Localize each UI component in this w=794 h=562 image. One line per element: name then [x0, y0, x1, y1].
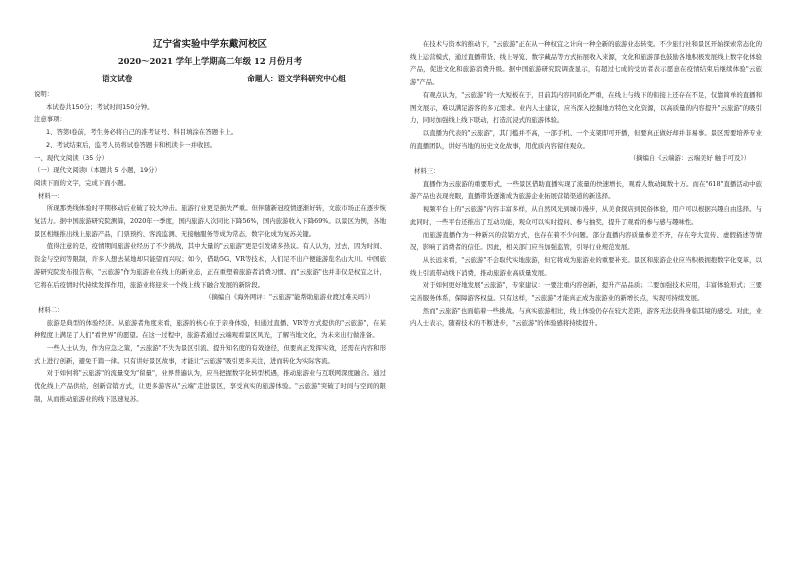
subject-label: 语文试卷 — [102, 74, 133, 83]
right-paragraph-2: 有观点认为，"云旅游"的一大短板在于，目前其内容同质化严重，在线上与线下的衔接上还存在不足，仅靠简单的直播和图文展示，难以满足游客的多元需求。业内人士建议，应当深入挖掘地方特色文化资源，以高质量的内容提升"云旅游"的吸引力，同时加强线上线下联动，打造沉浸式的旅游体验。 — [410, 90, 762, 125]
material-3-paragraph-2: 视频平台上的"云旅游"内容丰富多样，从自然风光到城市漫步，从美食探店到民俗体验，用户可以根据兴趣自由选择。与此同时，一些平台还推出了互动功能，观众可以实时提问、参与抽奖，提升了观看的参与感与趣味性。 — [410, 205, 762, 226]
right-source: （摘编自《云端游：云端美好 触手可及》） — [629, 154, 750, 163]
subject-row — [34, 72, 386, 85]
reading-lead: 阅读下面的文字，完成下面小题。 — [34, 178, 130, 187]
instructions-title: 说明： — [34, 90, 54, 98]
author-label: 命题人：语文学科研究中心组 — [247, 74, 346, 83]
material-3-paragraph-4: 从长远来看，"云旅游"不会取代实地旅游，但它将成为旅游业的重要补充。景区和旅游企业应当积极拥抱数字化变革，以线上引流带动线下消费，推动旅游业高质量发展。 — [410, 255, 762, 277]
material-3-paragraph-6: 然而"云旅游"也面临着一些挑战。与真实旅游相比，线上体验仍存在较大差距，游客无法获得身临其境的感受。对此，业内人士表示，随着技术的不断进步，"云旅游"的体验感将持续提升。 — [410, 306, 762, 328]
material-3-paragraph-5: 对于如何更好地发展"云旅游"，专家建议：一要注重内容创新，提升产品品质；二要加强技术应用，丰富体验形式；三要完善服务体系，保障游客权益。只有这样，"云旅游"才能真正成为旅游业的新增长点，实现可持续发展。 — [410, 281, 762, 303]
material-1-source: （摘编自《海外网评："云旅游"能帮助旅游业渡过难关吗》） — [205, 293, 374, 302]
material-2-paragraph-3: 对于如何将"云旅游"的流量变为"留量"，业界普遍认为，应当把握数字化转型机遇，推动旅游业与互联网深度融合。通过优化线上产品供给，创新营销方式，让更多游客从"云端"走进景区，享受真实的旅游体验。"云旅游"突破了时间与空间的限制，从而推动旅游业的线下迅速复苏。 — [34, 369, 386, 403]
material-2-paragraph-1: 旅游是典型的体验经济。从旅游者角度来看，旅游的核心在于亲身体验，但通过直播、VR等方式提供的"云旅游"，在某种程度上满足了人们"看世界"的愿望。在这一过程中，旅游者通过云端观看景区风光，了解当地文化，为未来出行做准备。 — [34, 318, 386, 340]
school-title: 辽宁省实验中学东戴河校区 — [152, 39, 267, 50]
section-title: 一、现代文阅读（35 分） — [34, 153, 109, 162]
right-column — [410, 38, 762, 330]
material-3-paragraph-3: 而旅游直播作为一种新兴的营销方式，也存在着不少问题。部分直播内容质量参差不齐，存在夸大宣传、虚假描述等情况，影响了消费者的信任。因此，相关部门应当加强监管，引导行业规范发展。 — [410, 230, 762, 252]
notes-title: 注意事项： — [34, 115, 66, 124]
material-1-paragraph-2: 值得注意的是，疫情期间旅游业经历了不少挑战，其中大量的"云旅游"更是引发诸多热议。有人认为，过去，因为时间、资金与空间等限制，许多人想去某地却只能望而兴叹；如今，借助5G、VR等技术，人们足不出户便能游览名山大川。中国旅游研究院发布报告称，"云旅游"作为旅游业在线上的新业态，正在重塑着旅游者消费习惯。而"云旅游"也并非仅是权宜之计，它将在后疫情时代持续发挥作用，旅游业将迎来一个线上线下融合发展的新阶段。 — [34, 242, 386, 289]
material-1-paragraph-1: 所现那类线体验时平期移动后业破了较大冲击。旅游行业更是损失严重。但伴随新冠疫情逐渐好转，文旅市场正在逐步恢复活力。据中国旅游研究院测算，2020年一季度，国内旅游人次同比下降56%，国内旅游收入下降69%。以景区为例，各地景区相继推出线上旅游产品，门票预约、客流监测、无接触服务等成为常态，数字化成为复苏关键。 — [34, 204, 386, 238]
right-paragraph-3: 以直播为代表的"云旅游"，其门槛并不高，一部手机、一个支架即可开播，但要真正做好却并非易事。景区需要培养专业的直播团队，讲好当地的历史文化故事，用优质内容留住观众。 — [410, 128, 762, 150]
right-paragraph-1: 在技术与资本的推动下，"云旅游"正在从一种权宜之计向一种全新的旅游业态转变。不少旅行社和景区开始探索常态化的线上运营模式，通过直播带货、线上导览、数字藏品等方式拓展收入来源，文化和旅游部也鼓励各地积极发展线上数字化体验产品，促进文化和旅游消费升级。据中国旅游研究院调查显示，有超过七成的受访者表示愿意在疫情结束后继续体验"云旅游"产品。 — [410, 40, 762, 87]
material-3-paragraph-1: 直播作为云旅游的重要形式，一些景区借助直播实现了流量的快速增长，观看人数动辄数十万。而在"618"直播活动中旅游产品也表现亮眼，直播带货逐渐成为旅游企业拓展营销渠道的新选择。 — [410, 179, 762, 201]
subsection-title: （一）现代文阅读Ⅰ（本题共 5 小题，19分） — [34, 166, 161, 175]
note-1: 1、答第Ⅰ卷前，考生务必将自己的准考证号、科目填涂在答题卡上。 — [46, 128, 238, 137]
material-1-title: 材料一： — [38, 191, 64, 200]
left-column — [34, 38, 386, 406]
score-info: 本试卷共150分；考试时间150分钟。 — [46, 102, 154, 111]
exam-title: 2020～2021 学年上学期高二年级 12 月份月考 — [117, 56, 303, 66]
material-2-paragraph-2: 一些人士认为，作为应急之策，"云旅游"不失为景区引流、提升知名度的有效途径，但要真正发挥实效，还需在内容和形式上进行创新，避免千篇一律。只有讲好景区故事，才能让"云旅游"吸引更多关注，进而转化为实际客流。 — [34, 344, 386, 365]
note-2: 2、考试结束后，监考人员将试卷答题卡和机读卡一并收回。 — [46, 140, 217, 149]
material-3-title: 材料三： — [414, 167, 440, 176]
material-2-title: 材料二： — [38, 305, 64, 314]
